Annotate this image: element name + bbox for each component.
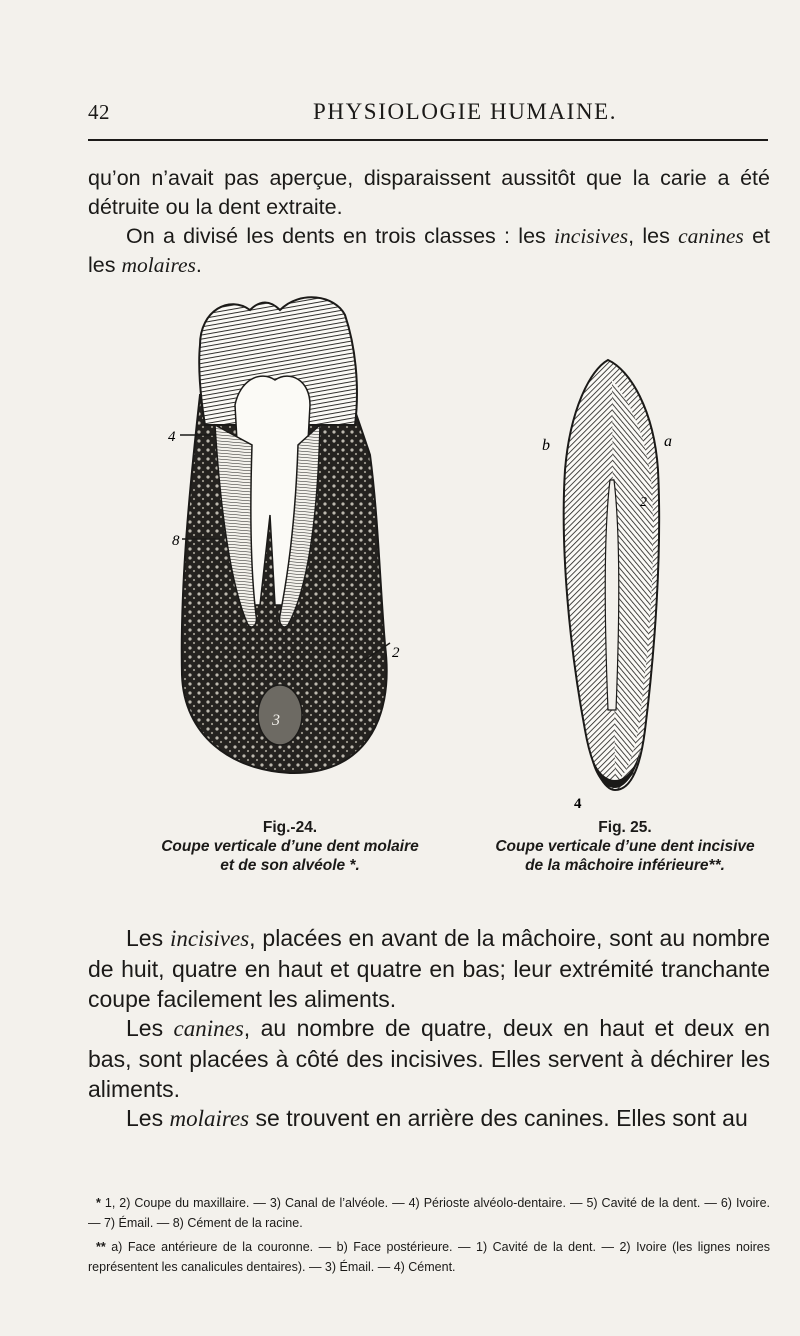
caption-fig24	[140, 818, 440, 875]
paragraph-text: qu’on n’avait pas aperçue, disparaissent aussitôt que la carie a été détruite ou la dent extraite.	[88, 166, 770, 219]
caption-fig25	[460, 818, 790, 875]
text-run: , les	[628, 224, 679, 248]
mark-2: 2	[640, 495, 647, 510]
text-run: Les	[126, 1105, 170, 1131]
text-run: .	[195, 253, 202, 277]
mark-2: 2	[392, 645, 400, 661]
mark-8: 8	[172, 533, 180, 549]
caption-line: Coupe verticale d’une dent molaire	[161, 838, 419, 855]
page-header	[88, 96, 768, 130]
text-run: et les	[88, 224, 770, 277]
running-head: PHYSIOLOGIE HUMAINE.	[313, 99, 618, 124]
molar-illustration	[160, 285, 410, 785]
mark-4: 4	[574, 796, 582, 812]
paragraph-continuation	[88, 164, 770, 222]
term-canines: canines	[173, 1016, 244, 1041]
mark-4: 4	[168, 429, 176, 445]
term-canines: canines	[678, 224, 744, 248]
header-rule	[88, 139, 768, 141]
term-incisives: incisives	[554, 224, 629, 248]
mark-3: 3	[272, 712, 280, 729]
paragraph-incisives	[88, 923, 770, 1014]
text-run: , placées en avant de la mâchoire, sont au nombre de huit, quatre en haut et quatre en bas; leur extrémité tranchante coupe facilement les aliments.	[88, 925, 770, 1012]
text-run: Les	[126, 1015, 174, 1041]
paragraph-classes	[88, 222, 770, 280]
term-molaires: molaires	[121, 253, 196, 277]
footnote-mark: **	[96, 1240, 106, 1254]
paragraph-canines	[88, 1013, 770, 1104]
figure-24-molar-section	[160, 285, 410, 785]
footnote-2	[88, 1237, 770, 1277]
mark-a: a	[664, 433, 672, 450]
figure-label: Fig. 25.	[598, 819, 652, 836]
footnote-text: a) Face antérieure de la couronne. — b) Face postérieure. — 1) Cavité de la dent. — 2) Ivoire (les lignes noires représentent les canalicules dentaires). — 3) Émail. — 4) Cément.	[88, 1240, 770, 1274]
figure-label: Fig.-24.	[262, 819, 318, 836]
mark-b: b	[542, 437, 550, 454]
footnote-mark: *	[96, 1196, 101, 1210]
footnote-text: 1, 2) Coupe du maxillaire. — 3) Canal de l’alvéole. — 4) Périoste alvéolo-dentaire. — 5) Cavité de la dent. — 6) Ivoire. — 7) Émail. — 8) Cément de la racine.	[88, 1196, 770, 1230]
text-run: Les	[126, 925, 170, 951]
footnotes	[88, 1193, 770, 1281]
term-molaires: molaires	[169, 1106, 250, 1131]
figure-25-incisor-section	[530, 350, 690, 820]
text-run: On a divisé les dents en trois classes : les	[126, 224, 555, 248]
paragraph-molaires	[88, 1103, 770, 1134]
footnote-1	[88, 1193, 770, 1233]
page-number: 42	[88, 100, 110, 124]
caption-line: et de son alvéole *.	[220, 857, 360, 874]
text-run: se trouvent en arrière des canines. Elles sont au	[249, 1105, 748, 1131]
incisor-illustration	[530, 350, 690, 820]
term-incisives: incisives	[169, 926, 250, 951]
caption-line: Coupe verticale d’une dent incisive	[495, 838, 755, 855]
caption-line: de la mâchoire inférieure**.	[525, 857, 725, 874]
text-run: , au nombre de quatre, deux en haut et deux en bas, sont placées à côté des incisives. Elles servent à déchirer les aliments.	[88, 1015, 770, 1102]
